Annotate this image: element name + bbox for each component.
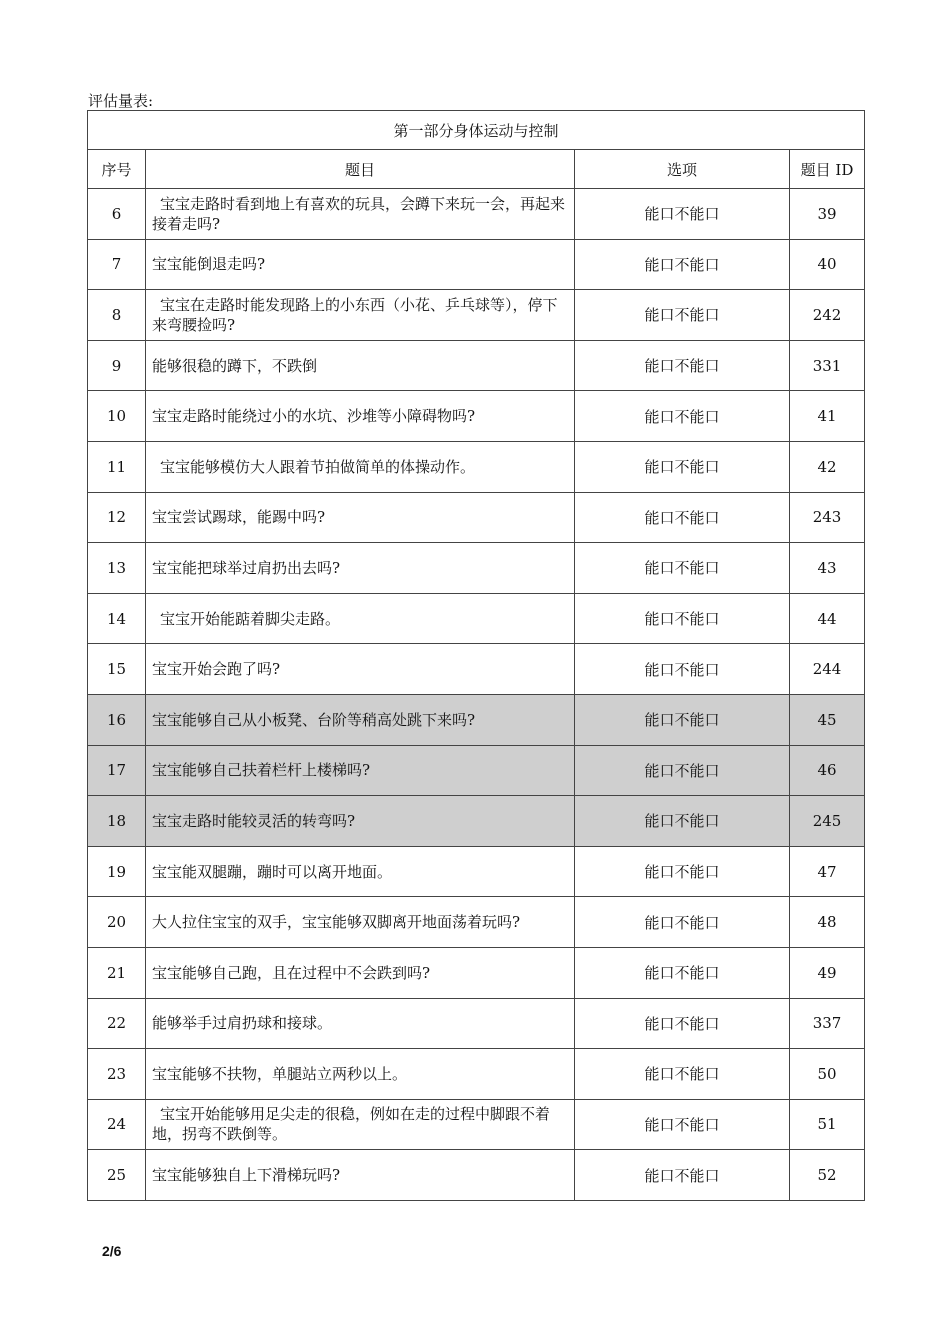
row-qid: 45 — [790, 694, 865, 745]
table-row — [88, 897, 865, 948]
row-qid: 46 — [790, 745, 865, 796]
column-header-question: 题目 — [146, 150, 575, 189]
row-question: 宝宝能够自己跑，且在过程中不会跌到吗? — [146, 947, 575, 998]
table-row — [88, 593, 865, 644]
table-row — [88, 1099, 865, 1150]
section-title: 第一部分身体运动与控制 — [88, 111, 865, 150]
row-index: 10 — [88, 391, 146, 442]
row-qid: 242 — [790, 290, 865, 341]
row-index: 7 — [88, 239, 146, 290]
row-qid: 39 — [790, 189, 865, 240]
row-option[interactable]: 能口不能口 — [575, 897, 790, 948]
row-qid: 49 — [790, 947, 865, 998]
row-option[interactable]: 能口不能口 — [575, 239, 790, 290]
row-question: 大人拉住宝宝的双手，宝宝能够双脚离开地面荡着玩吗? — [146, 897, 575, 948]
table-row — [88, 644, 865, 695]
row-question: 宝宝能把球举过肩扔出去吗? — [146, 543, 575, 594]
row-index: 11 — [88, 441, 146, 492]
row-option[interactable]: 能口不能口 — [575, 846, 790, 897]
table-row — [88, 998, 865, 1049]
row-question: 宝宝能够独自上下滑梯玩吗? — [146, 1150, 575, 1201]
table-row — [88, 391, 865, 442]
table-row — [88, 796, 865, 847]
row-qid: 244 — [790, 644, 865, 695]
row-question: 宝宝能够模仿大人跟着节拍做简单的体操动作。 — [146, 441, 575, 492]
row-index: 9 — [88, 340, 146, 391]
row-question: 宝宝能双腿蹦，蹦时可以离开地面。 — [146, 846, 575, 897]
row-option[interactable]: 能口不能口 — [575, 947, 790, 998]
row-question: 宝宝能倒退走吗? — [146, 239, 575, 290]
row-question: 宝宝能够自己从小板凳、台阶等稍高处跳下来吗? — [146, 694, 575, 745]
table-row — [88, 745, 865, 796]
row-question: 宝宝能够不扶物，单腿站立两秒以上。 — [146, 1049, 575, 1100]
row-question: 宝宝走路时看到地上有喜欢的玩具，会蹲下来玩一会，再起来接着走吗? — [146, 189, 575, 240]
row-question: 宝宝尝试踢球，能踢中吗? — [146, 492, 575, 543]
row-option[interactable]: 能口不能口 — [575, 391, 790, 442]
table-row — [88, 694, 865, 745]
row-index: 15 — [88, 644, 146, 695]
row-question: 宝宝能够自己扶着栏杆上楼梯吗? — [146, 745, 575, 796]
table-row — [88, 492, 865, 543]
row-qid: 40 — [790, 239, 865, 290]
row-index: 17 — [88, 745, 146, 796]
table-row — [88, 1150, 865, 1201]
row-index: 12 — [88, 492, 146, 543]
row-index: 16 — [88, 694, 146, 745]
row-index: 18 — [88, 796, 146, 847]
row-index: 6 — [88, 189, 146, 240]
row-question: 能够很稳的蹲下，不跌倒 — [146, 340, 575, 391]
row-qid: 44 — [790, 593, 865, 644]
row-qid: 245 — [790, 796, 865, 847]
row-index: 23 — [88, 1049, 146, 1100]
table-row — [88, 239, 865, 290]
row-index: 13 — [88, 543, 146, 594]
form-heading: 评估量表: — [88, 92, 154, 110]
column-header-qid: 题目 ID — [790, 150, 865, 189]
row-option[interactable]: 能口不能口 — [575, 796, 790, 847]
row-option[interactable]: 能口不能口 — [575, 543, 790, 594]
assessment-table — [87, 110, 865, 1201]
row-qid: 243 — [790, 492, 865, 543]
row-question: 宝宝走路时能绕过小的水坑、沙堆等小障碍物吗? — [146, 391, 575, 442]
row-index: 19 — [88, 846, 146, 897]
row-index: 20 — [88, 897, 146, 948]
table-row — [88, 947, 865, 998]
row-qid: 337 — [790, 998, 865, 1049]
row-qid: 51 — [790, 1099, 865, 1150]
row-option[interactable]: 能口不能口 — [575, 340, 790, 391]
page-number: 2/6 — [102, 1243, 122, 1259]
row-option[interactable]: 能口不能口 — [575, 694, 790, 745]
row-index: 24 — [88, 1099, 146, 1150]
row-qid: 331 — [790, 340, 865, 391]
table-row — [88, 1049, 865, 1100]
row-qid: 43 — [790, 543, 865, 594]
row-index: 25 — [88, 1150, 146, 1201]
row-option[interactable]: 能口不能口 — [575, 189, 790, 240]
row-question: 宝宝开始能够用足尖走的很稳，例如在走的过程中脚跟不着地，拐弯不跌倒等。 — [146, 1099, 575, 1150]
row-option[interactable]: 能口不能口 — [575, 644, 790, 695]
row-option[interactable]: 能口不能口 — [575, 290, 790, 341]
column-header-option: 选项 — [575, 150, 790, 189]
table-row — [88, 543, 865, 594]
row-qid: 41 — [790, 391, 865, 442]
row-qid: 52 — [790, 1150, 865, 1201]
row-option[interactable]: 能口不能口 — [575, 441, 790, 492]
column-header-row — [88, 150, 865, 189]
row-question: 宝宝开始会跑了吗? — [146, 644, 575, 695]
row-question: 宝宝在走路时能发现路上的小东西（小花、乒乓球等），停下来弯腰捡吗? — [146, 290, 575, 341]
row-qid: 47 — [790, 846, 865, 897]
row-question: 宝宝走路时能较灵活的转弯吗? — [146, 796, 575, 847]
table-row — [88, 290, 865, 341]
row-option[interactable]: 能口不能口 — [575, 998, 790, 1049]
row-index: 14 — [88, 593, 146, 644]
row-qid: 42 — [790, 441, 865, 492]
row-question: 能够举手过肩扔球和接球。 — [146, 998, 575, 1049]
row-option[interactable]: 能口不能口 — [575, 745, 790, 796]
row-option[interactable]: 能口不能口 — [575, 593, 790, 644]
row-option[interactable]: 能口不能口 — [575, 1150, 790, 1201]
row-question: 宝宝开始能踮着脚尖走路。 — [146, 593, 575, 644]
row-qid: 50 — [790, 1049, 865, 1100]
column-header-index: 序号 — [88, 150, 146, 189]
table-row — [88, 441, 865, 492]
row-option[interactable]: 能口不能口 — [575, 1049, 790, 1100]
table-row — [88, 846, 865, 897]
row-index: 8 — [88, 290, 146, 341]
table-row — [88, 340, 865, 391]
row-option[interactable]: 能口不能口 — [575, 492, 790, 543]
row-option[interactable]: 能口不能口 — [575, 1099, 790, 1150]
row-index: 21 — [88, 947, 146, 998]
table-row — [88, 189, 865, 240]
row-index: 22 — [88, 998, 146, 1049]
row-qid: 48 — [790, 897, 865, 948]
